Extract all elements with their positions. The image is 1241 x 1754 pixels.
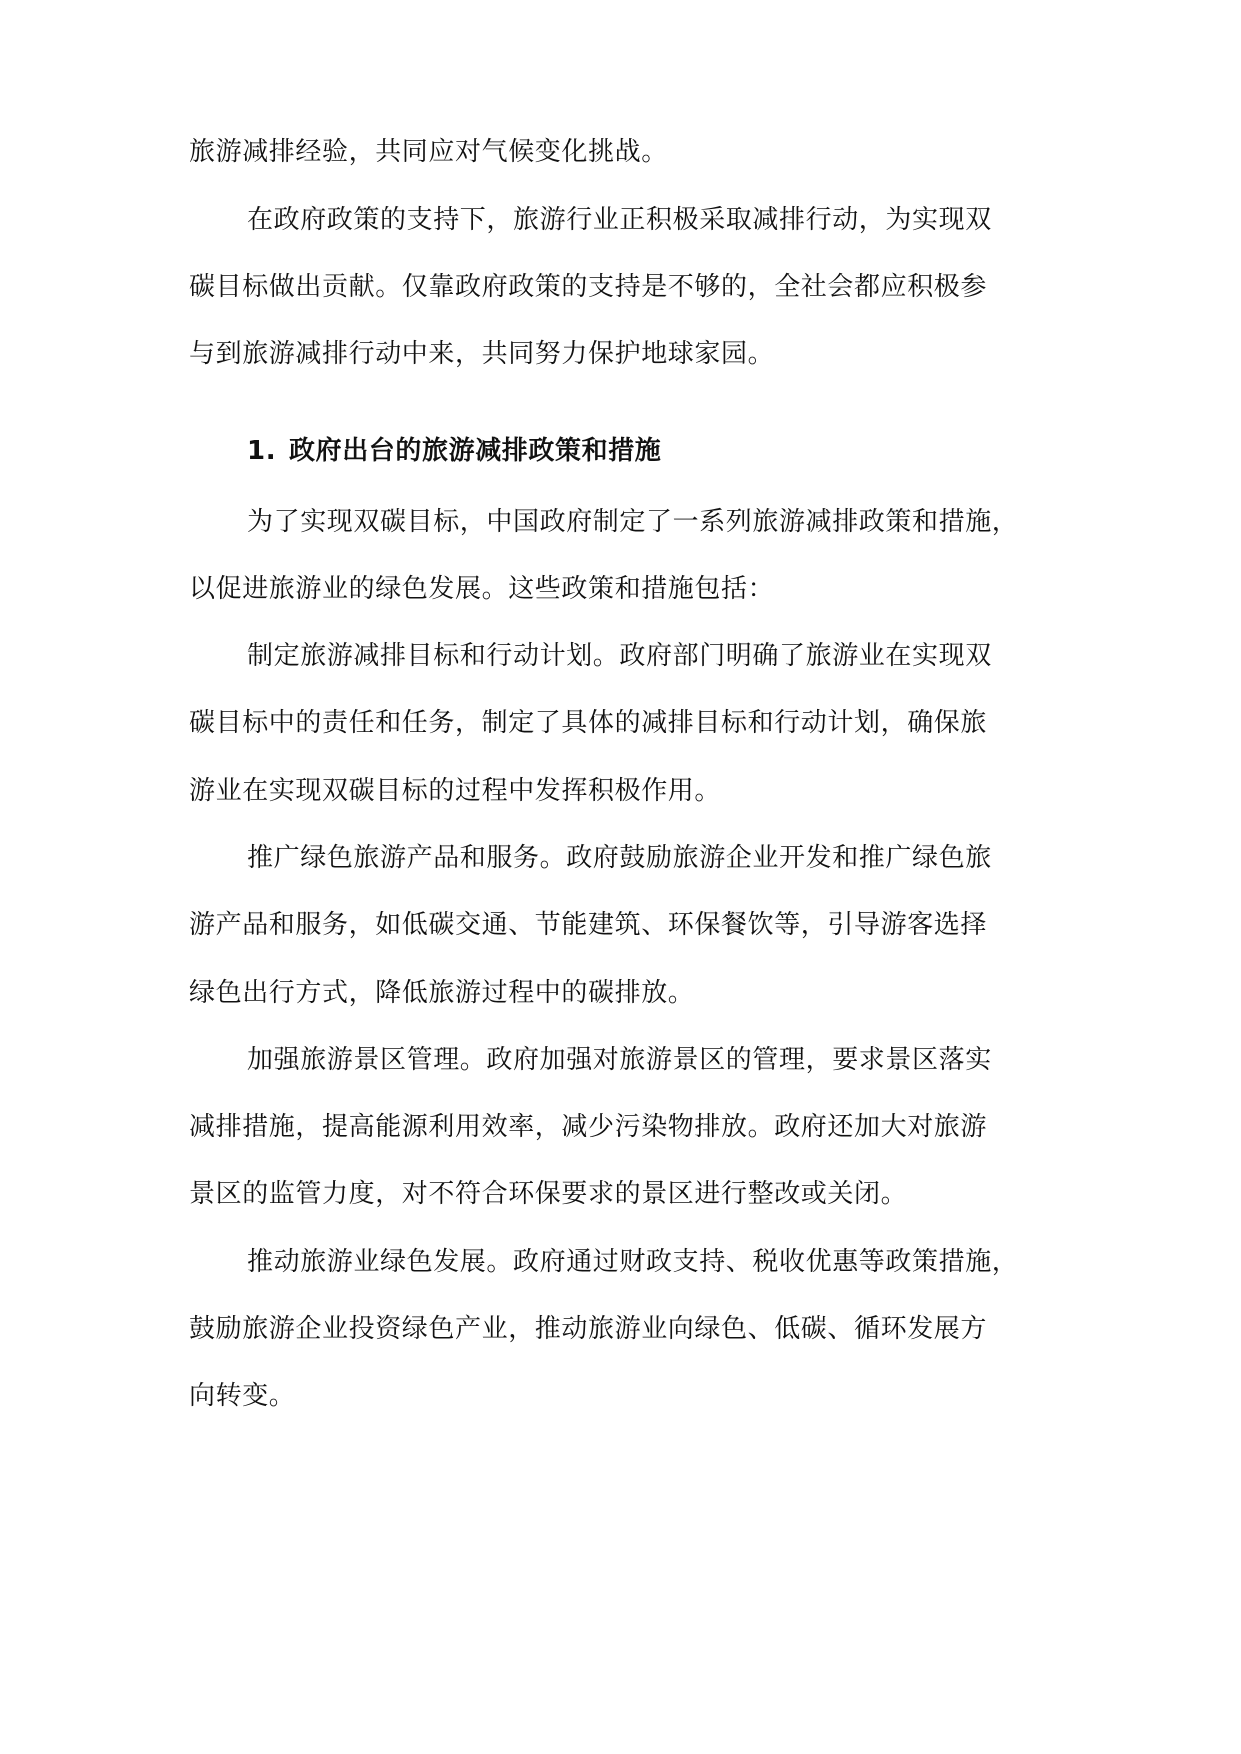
paragraph-line: 游业在实现双碳目标的过程中发挥积极作用。 — [189, 776, 722, 806]
paragraph-line: 为了实现双碳目标，中国政府制定了一系列旅游减排政策和措施， — [247, 507, 1019, 537]
section-title: 政府出台的旅游减排政策和措施 — [289, 436, 662, 466]
paragraph-line: 在政府政策的支持下，旅游行业正积极采取减排行动，为实现双 — [247, 205, 992, 235]
paragraph-line: 游产品和服务，如低碳交通、节能建筑、环保餐饮等，引导游客选择 — [189, 910, 988, 940]
paragraph-line: 加强旅游景区管理。政府加强对旅游景区的管理，要求景区落实 — [247, 1045, 992, 1075]
paragraph-line: 旅游减排经验，共同应对气候变化挑战。 — [189, 137, 668, 167]
paragraph-line: 以促进旅游业的绿色发展。这些政策和措施包括： — [189, 574, 775, 604]
paragraph-line: 减排措施，提高能源利用效率，减少污染物排放。政府还加大对旅游 — [189, 1112, 988, 1142]
paragraph-line: 绿色出行方式，降低旅游过程中的碳排放。 — [189, 978, 695, 1008]
paragraph-line: 制定旅游减排目标和行动计划。政府部门明确了旅游业在实现双 — [247, 641, 992, 671]
paragraph-line: 推动旅游业绿色发展。政府通过财政支持、税收优惠等政策措施， — [247, 1247, 1019, 1277]
paragraph-line: 碳目标中的责任和任务，制定了具体的减排目标和行动计划，确保旅 — [189, 708, 988, 738]
section-number: 1. — [247, 436, 277, 466]
paragraph-line: 碳目标做出贡献。仅靠政府政策的支持是不够的，全社会都应积极参 — [189, 272, 988, 302]
paragraph-line: 鼓励旅游企业投资绿色产业，推动旅游业向绿色、低碳、循环发展方 — [189, 1314, 988, 1344]
paragraph-line: 与到旅游减排行动中来，共同努力保护地球家园。 — [189, 339, 775, 369]
section-heading — [247, 434, 661, 468]
paragraph-line: 向转变。 — [189, 1381, 296, 1411]
paragraph-line: 景区的监管力度，对不符合环保要求的景区进行整改或关闭。 — [189, 1179, 908, 1209]
paragraph-line: 推广绿色旅游产品和服务。政府鼓励旅游企业开发和推广绿色旅 — [247, 843, 992, 873]
